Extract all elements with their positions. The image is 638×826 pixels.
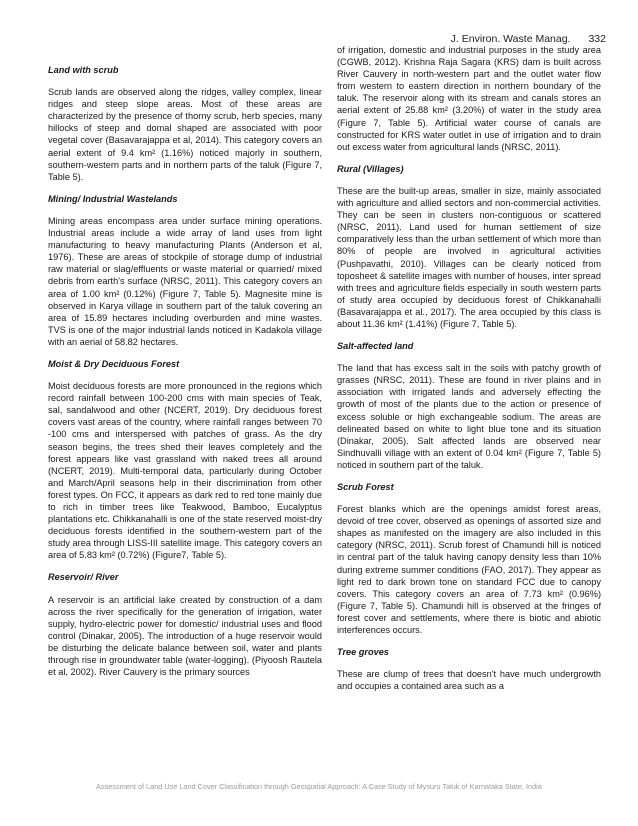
- paragraph: These are clump of trees that doesn't have much undergrowth and occupies a contained area such as a: [337, 669, 601, 692]
- running-footer: Assessment of Land Use Land Cover Classification through Geospatial Approach: A Case Study of Mysuru Taluk of Karnataka State, India: [96, 782, 542, 791]
- section-heading: Tree groves: [337, 647, 389, 658]
- paragraph: A reservoir is an artificial lake created by construction of a dam across the river specifically for the generation of irrigation, water supply, hydro-electric power for domestic/ industrial uses and flood control (Dinakar, 2005). The introduction of a huge reservoir would be disturbing the delicate balance between soil, water and plants through rise in groundwater table (water-logging). (Piyoosh Rautela et al, 2002). River Cauvery is the primary sources: [48, 594, 322, 678]
- paragraph: The land that has excess salt in the soils with patchy growth of grasses (NRSC, 2011). These are found in river plains and in association with irrigated lands and adversely effecting the growth of most of the plants due to the action or presence of excess soluble or high exchangeable sodium. The areas are delineated based on white to light blue tone and its situation (Dinakar, 2005). Salt affected lands are observed near Sindhuvalli village with an extent of 0.04 km² (Figure 7, Table 5) noticed in southern part of the taluk.: [337, 363, 601, 470]
- section-heading: Mining/ Industrial Wastelands: [48, 193, 178, 204]
- paragraph: Mining areas encompass area under surface mining operations. Industrial areas include a wide array of land uses from light manufacturing to heavy manufacturing Plants (Anderson et al, 1976). These are areas of stockpile of storage dump of industrial raw material or slag/effluents or waste material or quarried/ mixed debris from earth's surface (NRSC, 2011). This category covers an area of 1.00 km² (0.12%) (Figure 7, Table 5). Magnesite mine is observed in Karya village in southern part of the taluk covering an area of 15.89 hectares including overburden and mine wastes. TVS is one of the major industrial lands noticed in Kadakola village with an aerial of 58.82 hectares.: [48, 215, 322, 347]
- paragraph: Moist deciduous forests are more pronounced in the regions which record rainfall between 100-200 cms with main species of Teak, sal, sandalwood and other (NCERT, 2019). Dry deciduous forest covers vast areas of the country, where rainfall ranges between 70 -100 cms and interspersed with patches of grass. As the dry season begins, the trees shed their leaves completely and the forest appears like vast grassland with naked trees all around (NCERT, 2019). Multi-temporal data, particularly during October and March/April seasons help in their discrimination from other forest types. On FCC, it appears as dark red to red tone mainly due to rich in timber trees like Teakwood, Bamboo, Eucalyptus plantations etc. Chikkanahalli is one of the state reserved moist-dry deciduous forests identified in the southern-western part of the study area through LISS-III satellite image. This category covers an area of 5.83 km² (0.72%) (Figure7, Table 5).: [48, 381, 322, 561]
- paragraph: Scrub lands are observed along the ridges, valley complex, linear ridges and steep slope areas. Most of these areas are characterized by the presence of thorny scrub, herb species, many hillocks of steep and domal shaped are associated with poor vegetal cover (Basavarajappa et al, 2014). This category covers an aerial extent of 9.4 km² (1.16%) noticed majorly in southern, southern-western parts and in northern parts of the taluk (Figure 7, Table 5).: [48, 87, 322, 182]
- section-heading: Scrub Forest: [337, 482, 394, 492]
- right-column: [337, 44, 601, 702]
- section-heading: Land with scrub: [48, 65, 119, 75]
- section-heading: Moist & Dry Deciduous Forest: [48, 358, 180, 369]
- left-column: [48, 64, 322, 688]
- section-heading: Reservoir/ River: [48, 572, 119, 583]
- section-heading: Salt-affected land: [337, 341, 414, 352]
- page-number: 332: [588, 33, 606, 45]
- journal-name: J. Environ. Waste Manag.: [450, 33, 571, 45]
- paragraph: Forest blanks which are the openings amidst forest areas, devoid of tree cover, observed as openings of assorted size and shapes as manifested on the imagery are also included in this category (NRSC, 2011). Scrub forest of Chamundi hill is noticed in central part of the taluk having canopy density less than 10% during extreme summer conditions (FAO, 2017). They appear as light red to dark brown tone on standard FCC due to canopy covers. This category covers an area of 7.73 km² (0.96%) (Figure 7, Table 5). Chamundi hill is observed at the fringes of forest cover and settlements, where there is biotic and abiotic interferences occurs.: [337, 504, 601, 636]
- section-heading: Rural (Villages): [337, 163, 404, 174]
- paragraph: of irrigation, domestic and industrial purposes in the study area (CGWB, 2012). Krishna Raja Sagara (KRS) dam is built across River Cauvery in north-western part and the outlet water flow from western to eastern direction in northern boundary of the taluk. The reservoir along with its stream and canals stores an aerial extent of 25.88 km² (3.20%) of water in the study area (Figure 7, Table 5). Artificial water course of canals are constructed for KRS water outlet in use of irrigation and to drain out excess water from agricultural lands (NRSC, 2011).: [337, 45, 601, 152]
- paragraph: These are the built-up areas, smaller in size, mainly associated with agriculture and allied sectors and non-commercial activities. They can be seen in clusters non-contiguous or scattered (NRSC, 2011). Land used for human settlement of size comparatively less than the urban settlement of which more than 80% of people are involved in agricultural activities (Pushpavathi, 2010). Villages can be clearly noticed from toposheet & satellite images with number of houses, inter spread with trees and agriculture fields especially in south western parts of study area occupied by deciduous forest of Chikkanahalli (Basavarajappa et al., 2017). The area occupied by this class is about 11.36 km² (1.41%) (Figure 7, Table 5).: [337, 185, 601, 329]
